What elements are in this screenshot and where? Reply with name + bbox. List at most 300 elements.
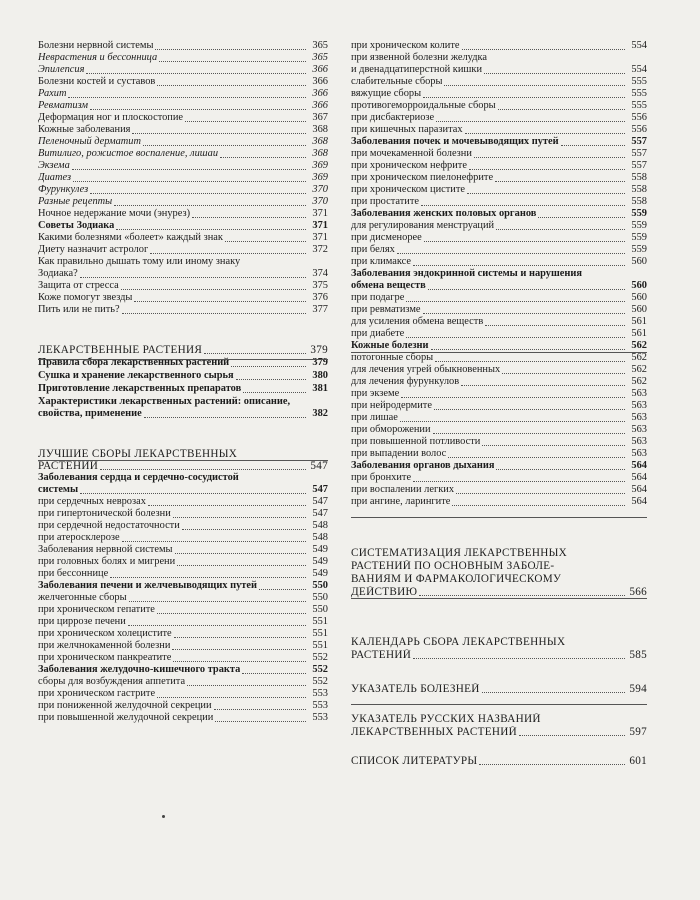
- toc-entry-title: Болезни нервной системы: [38, 40, 154, 51]
- toc-entry: [38, 148, 328, 160]
- dot-leader: [482, 683, 625, 693]
- dot-leader: [122, 304, 306, 314]
- dot-leader: [116, 220, 306, 230]
- dot-leader: [502, 364, 625, 374]
- toc-entry-title: при хроническом гастрите: [38, 688, 156, 699]
- toc-entry: [351, 683, 647, 695]
- toc-entry-title: Коже помогут звезды: [38, 292, 133, 303]
- toc-entry-page: 554: [631, 64, 647, 75]
- toc-entry: [351, 755, 647, 767]
- dot-leader: [121, 280, 306, 290]
- toc-entry-page: 551: [312, 628, 328, 639]
- dot-leader: [204, 344, 306, 354]
- toc-entry-page: 556: [631, 112, 647, 123]
- toc-entry: [38, 652, 328, 664]
- toc-entry-title: слабительные сборы: [351, 76, 443, 87]
- dot-leader: [110, 568, 306, 578]
- toc-entry: [351, 364, 647, 376]
- toc-entry: [351, 220, 647, 232]
- section-rule: [38, 359, 328, 360]
- dot-leader: [185, 112, 306, 122]
- toc-entry-title: при желчнокаменной болезни: [38, 640, 171, 651]
- dot-leader: [482, 436, 625, 446]
- toc-entry-page: 372: [312, 244, 328, 255]
- toc-entry-title: Кожные болезни: [351, 340, 429, 351]
- dot-leader: [421, 196, 625, 206]
- toc-entry-title: сборы для возбуждения аппетита: [38, 676, 186, 687]
- stray-mark: [162, 815, 165, 818]
- toc-entry: [38, 76, 328, 88]
- toc-entry: [38, 604, 328, 616]
- toc-entry-title: потогонные сборы: [351, 352, 434, 363]
- toc-entry-title: при бессоннице: [38, 568, 109, 579]
- toc-entry-title: Заболевания сердца и сердечно-сосудистой: [38, 472, 239, 483]
- toc-entry-page: 557: [631, 148, 647, 159]
- dot-leader: [413, 472, 625, 482]
- toc-entry: [38, 232, 328, 244]
- dot-leader: [456, 484, 625, 494]
- dot-leader: [397, 244, 625, 254]
- section-rule: [351, 598, 647, 599]
- toc-entry-title: системы: [38, 484, 79, 495]
- dot-leader: [114, 196, 306, 206]
- toc-entry-title: ЛЕКАРСТВЕННЫЕ РАСТЕНИЯ: [38, 344, 203, 356]
- toc-entry-page: 370: [312, 196, 328, 207]
- toc-entry: [351, 244, 647, 256]
- toc-entry-page: 368: [312, 148, 328, 159]
- toc-entry-title: Сушка и хранение лекарственного сырья: [38, 370, 234, 381]
- toc-entry: [38, 52, 328, 64]
- toc-entry-page: 550: [312, 604, 328, 615]
- toc-entry: [351, 316, 647, 328]
- section-rule: [351, 704, 647, 705]
- dot-leader: [220, 148, 306, 158]
- toc-entry: [38, 208, 328, 220]
- toc-entry: [38, 508, 328, 520]
- toc-entry: [38, 292, 328, 304]
- toc-entry: [351, 148, 647, 160]
- toc-entry: [38, 280, 328, 292]
- dot-leader: [128, 616, 306, 626]
- dot-leader: [461, 376, 625, 386]
- toc-entry-title: Пеленочный дерматит: [38, 136, 141, 147]
- dot-leader: [214, 700, 306, 710]
- dot-leader: [474, 148, 625, 158]
- toc-entry-page: 559: [631, 244, 647, 255]
- toc-entry: [38, 592, 328, 604]
- dot-leader: [134, 292, 306, 302]
- toc-entry-page: 564: [631, 484, 647, 495]
- toc-entry-page: 558: [631, 172, 647, 183]
- toc-entry-title: Ревматизм: [38, 100, 89, 111]
- toc-entry: [351, 304, 647, 316]
- dot-leader: [182, 520, 306, 530]
- dot-leader: [413, 256, 625, 266]
- dot-leader: [423, 304, 625, 314]
- dot-leader: [519, 726, 625, 736]
- toc-entry-title: Зодиака?: [38, 268, 78, 279]
- toc-entry-title: Витилиго, рожистое воспаление, лишаи: [38, 148, 219, 159]
- toc-entry: [351, 376, 647, 388]
- toc-entry: [351, 328, 647, 340]
- toc-entry: [351, 352, 647, 364]
- toc-entry: [351, 160, 647, 172]
- toc-entry-title: противогеморроидальные сборы: [351, 100, 496, 111]
- toc-entry-page: 560: [631, 280, 647, 291]
- toc-entry-page: 552: [312, 652, 328, 663]
- section-rule: [351, 517, 647, 518]
- toc-entry-title: при хроническом холецистите: [38, 628, 172, 639]
- toc-entry-title: Деформация ног и плоскостопие: [38, 112, 184, 123]
- toc-entry-page: 368: [312, 136, 328, 147]
- toc-entry: [351, 112, 647, 124]
- toc-entry: [351, 268, 647, 280]
- toc-entry-page: 555: [631, 100, 647, 111]
- dot-leader: [469, 160, 625, 170]
- toc-entry-title: ВАНИЯМ И ФАРМАКОЛОГИЧЕСКОМУ: [351, 573, 562, 585]
- toc-entry-page: 367: [312, 112, 328, 123]
- toc-entry-title: при головных болях и мигрени: [38, 556, 176, 567]
- dot-leader: [159, 52, 306, 62]
- toc-entry-page: 561: [631, 328, 647, 339]
- toc-entry: [38, 664, 328, 676]
- toc-entry-page: 564: [631, 472, 647, 483]
- toc-entry-title: Кожные заболевания: [38, 124, 131, 135]
- dot-leader: [484, 64, 625, 74]
- toc-entry: [38, 112, 328, 124]
- toc-entry-page: 558: [631, 196, 647, 207]
- toc-entry-title: РАСТЕНИЙ: [38, 460, 99, 472]
- toc-entry-page: 563: [631, 436, 647, 447]
- toc-entry-title: Заболевания почек и мочевыводящих путей: [351, 136, 559, 147]
- dot-leader: [86, 64, 306, 74]
- dot-leader: [225, 232, 306, 242]
- toc-entry: [38, 640, 328, 652]
- dot-leader: [150, 244, 306, 254]
- dot-leader: [100, 460, 306, 470]
- toc-entry-page: 556: [631, 124, 647, 135]
- dot-leader: [538, 208, 625, 218]
- toc-entry-page: 371: [312, 220, 328, 231]
- toc-entry-title: Как правильно дышать тому или иному знаку: [38, 256, 241, 267]
- toc-entry: [351, 713, 647, 725]
- dot-leader: [73, 172, 306, 182]
- toc-entry-page: 563: [631, 412, 647, 423]
- toc-entry-page: 369: [312, 160, 328, 171]
- dot-leader: [498, 100, 625, 110]
- toc-entry-title: Диету назначит астролог: [38, 244, 149, 255]
- toc-entry-page: 366: [312, 76, 328, 87]
- toc-entry: [351, 340, 647, 352]
- dot-leader: [428, 280, 625, 290]
- toc-entry: [38, 408, 328, 420]
- toc-entry-page: 552: [312, 664, 328, 675]
- toc-entry: [38, 544, 328, 556]
- toc-entry-page: 379: [310, 344, 328, 356]
- toc-entry: [38, 184, 328, 196]
- toc-entry-title: при хроническом колите: [351, 40, 460, 51]
- toc-entry-page: 555: [631, 76, 647, 87]
- toc-entry-page: 380: [312, 370, 328, 381]
- toc-entry-page: 548: [312, 532, 328, 543]
- dot-leader: [129, 592, 306, 602]
- toc-entry-title: при выпадении волос: [351, 448, 447, 459]
- toc-entry: [38, 383, 328, 395]
- toc-entry: [351, 100, 647, 112]
- toc-entry-page: 553: [312, 712, 328, 723]
- toc-entry: [351, 726, 647, 738]
- toc-entry-page: 547: [312, 496, 328, 507]
- toc-entry-title: вяжущие сборы: [351, 88, 422, 99]
- toc-entry: [38, 496, 328, 508]
- dot-leader: [236, 370, 306, 380]
- toc-entry-title: при мочекаменной болезни: [351, 148, 472, 159]
- dot-leader: [413, 649, 625, 659]
- dot-leader: [80, 484, 306, 494]
- toc-entry-title: ЛЕКАРСТВЕННЫХ РАСТЕНИЙ: [351, 726, 517, 738]
- toc-entry-title: Заболевания органов дыхания: [351, 460, 495, 471]
- toc-entry-page: 562: [631, 376, 647, 387]
- toc-entry-title: при ревматизме: [351, 304, 421, 315]
- toc-entry-title: СИСТЕМАТИЗАЦИЯ ЛЕКАРСТВЕННЫХ: [351, 547, 568, 559]
- toc-entry-title: Пить или не пить?: [38, 304, 120, 315]
- toc-entry-page: 559: [631, 220, 647, 231]
- dot-leader: [90, 184, 306, 194]
- dot-leader: [173, 508, 306, 518]
- toc-entry: [38, 220, 328, 232]
- toc-entry-title: Заболевания желудочно-кишечного тракта: [38, 664, 241, 675]
- toc-entry-page: 377: [312, 304, 328, 315]
- toc-entry-title: при диабете: [351, 328, 405, 339]
- dot-leader: [157, 688, 306, 698]
- dot-leader: [485, 316, 625, 326]
- toc-entry-title: при белях: [351, 244, 395, 255]
- toc-entry: [38, 484, 328, 496]
- toc-entry-title: Разные рецепты: [38, 196, 113, 207]
- toc-entry: [38, 304, 328, 316]
- toc-entry-title: СПИСОК ЛИТЕРАТУРЫ: [351, 755, 478, 767]
- dot-leader: [467, 184, 625, 194]
- toc-entry-title: РАСТЕНИЙ ПО ОСНОВНЫМ ЗАБОЛЕ-: [351, 560, 555, 572]
- toc-entry-title: обмена веществ: [351, 280, 426, 291]
- toc-entry-page: 559: [631, 232, 647, 243]
- dot-leader: [434, 400, 625, 410]
- toc-entry: [38, 88, 328, 100]
- toc-entry: [38, 172, 328, 184]
- toc-entry: [351, 292, 647, 304]
- toc-entry: [351, 136, 647, 148]
- toc-entry-title: при лишае: [351, 412, 398, 423]
- toc-entry-page: 557: [631, 136, 647, 147]
- toc-entry-page: 381: [312, 383, 328, 394]
- dot-leader: [173, 652, 306, 662]
- dot-leader: [177, 556, 306, 566]
- toc-entry-page: 550: [312, 592, 328, 603]
- dot-leader: [72, 160, 306, 170]
- toc-entry: [351, 400, 647, 412]
- toc-entry: [38, 160, 328, 172]
- toc-entry-page: 566: [629, 586, 647, 598]
- dot-leader: [80, 268, 306, 278]
- toc-entry-title: при сердечных неврозах: [38, 496, 146, 507]
- dot-leader: [444, 76, 625, 86]
- toc-entry: [38, 64, 328, 76]
- toc-entry: [351, 76, 647, 88]
- toc-entry-title: при подагре: [351, 292, 405, 303]
- toc-entry: [351, 52, 647, 64]
- toc-entry-page: 549: [312, 556, 328, 567]
- toc-entry-title: при пониженной желудочной секреции: [38, 700, 212, 711]
- toc-entry-title: УКАЗАТЕЛЬ РУССКИХ НАЗВАНИЙ: [351, 713, 541, 725]
- dot-leader: [192, 208, 306, 218]
- toc-entry: [351, 460, 647, 472]
- toc-entry-title: Заболевания эндокринной системы и нарушения: [351, 268, 582, 279]
- toc-entry-title: Характеристики лекарственных растений: описание,: [38, 396, 291, 407]
- toc-entry-title: Неврастения и бессонница: [38, 52, 158, 63]
- toc-entry-title: Фурункулез: [38, 184, 89, 195]
- dot-leader: [68, 88, 306, 98]
- dot-leader: [143, 136, 306, 146]
- toc-entry-page: 366: [312, 64, 328, 75]
- toc-entry-title: при хроническом панкреатите: [38, 652, 172, 663]
- toc-entry: [351, 124, 647, 136]
- toc-entry: [351, 184, 647, 196]
- toc-entry: [351, 484, 647, 496]
- toc-entry-title: ДЕЙСТВИЮ: [351, 586, 418, 598]
- toc-entry-page: 551: [312, 640, 328, 651]
- toc-entry: [38, 520, 328, 532]
- toc-entry-title: при повышенной желудочной секреции: [38, 712, 214, 723]
- toc-entry-page: 365: [312, 52, 328, 63]
- toc-entry: [38, 40, 328, 52]
- toc-entry: [351, 573, 647, 585]
- section-rule: [38, 460, 328, 461]
- dot-leader: [155, 40, 306, 50]
- toc-entry-page: 561: [631, 316, 647, 327]
- toc-entry-title: при хроническом гепатите: [38, 604, 155, 615]
- toc-entry-page: 559: [631, 208, 647, 219]
- toc-entry: [351, 472, 647, 484]
- toc-entry-title: для лечения угрей обыкновенных: [351, 364, 501, 375]
- dot-leader: [175, 544, 306, 554]
- toc-entry-page: 585: [629, 649, 647, 661]
- dot-leader: [174, 628, 306, 638]
- dot-leader: [479, 755, 625, 765]
- toc-entry: [351, 88, 647, 100]
- toc-entry: [351, 586, 647, 598]
- toc-entry-page: 563: [631, 448, 647, 459]
- dot-leader: [122, 532, 306, 542]
- toc-entry: [38, 568, 328, 580]
- toc-entry: [38, 100, 328, 112]
- dot-leader: [90, 100, 306, 110]
- toc-entry-title: при атеросклерозе: [38, 532, 120, 543]
- toc-entry-title: при климаксе: [351, 256, 411, 267]
- toc-entry: [38, 676, 328, 688]
- toc-entry-title: Заболевания нервной системы: [38, 544, 173, 555]
- toc-entry-page: 374: [312, 268, 328, 279]
- toc-entry-page: 597: [629, 726, 647, 738]
- toc-entry: [38, 616, 328, 628]
- toc-entry-title: при хроническом пиелонефрите: [351, 172, 494, 183]
- toc-entry-title: для регулирования менструаций: [351, 220, 495, 231]
- toc-entry-page: 368: [312, 124, 328, 135]
- toc-entry-title: при язвенной болезни желудка: [351, 52, 487, 63]
- dot-leader: [400, 412, 625, 422]
- toc-entry-title: Диатез: [38, 172, 72, 183]
- toc-entry-page: 553: [312, 700, 328, 711]
- dot-leader: [132, 124, 306, 134]
- toc-entry: [351, 64, 647, 76]
- toc-entry: [351, 256, 647, 268]
- toc-entry: [351, 560, 647, 572]
- dot-leader: [452, 496, 625, 506]
- dot-leader: [423, 88, 625, 98]
- toc-entry-page: 376: [312, 292, 328, 303]
- toc-entry-page: 562: [631, 364, 647, 375]
- toc-entry: [351, 424, 647, 436]
- toc-entry-title: Ночное недержание мочи (энурез): [38, 208, 191, 219]
- toc-entry-title: Экзема: [38, 160, 70, 171]
- toc-entry: [351, 496, 647, 508]
- toc-entry-page: 555: [631, 88, 647, 99]
- toc-entry-title: Какими болезнями «болеет» каждый знак: [38, 232, 223, 243]
- toc-entry-title: УКАЗАТЕЛЬ БОЛЕЗНЕЙ: [351, 683, 480, 695]
- toc-entry-title: при ангине, ларингите: [351, 496, 451, 507]
- toc-entry-title: при сердечной недостаточности: [38, 520, 180, 531]
- toc-entry-page: 371: [312, 208, 328, 219]
- toc-entry-title: для лечения фурункулов: [351, 376, 460, 387]
- toc-entry: [38, 628, 328, 640]
- toc-entry: [38, 700, 328, 712]
- dot-leader: [419, 586, 625, 596]
- toc-entry-title: при циррозе печени: [38, 616, 126, 627]
- dot-leader: [148, 496, 306, 506]
- toc-entry: [38, 460, 328, 472]
- dot-leader: [424, 232, 625, 242]
- toc-entry-page: 560: [631, 304, 647, 315]
- toc-entry-page: 371: [312, 232, 328, 243]
- toc-entry-title: Рахит: [38, 88, 67, 99]
- toc-entry-title: желчегонные сборы: [38, 592, 127, 603]
- toc-entry: [38, 268, 328, 280]
- toc-entry: [38, 136, 328, 148]
- toc-entry: [351, 172, 647, 184]
- toc-entry-title: Правила сбора лекарственных растений: [38, 357, 230, 368]
- toc-entry-page: 382: [312, 408, 328, 419]
- toc-entry: [38, 344, 328, 356]
- toc-entry-page: 562: [631, 340, 647, 351]
- dot-leader: [144, 408, 306, 418]
- dot-leader: [496, 220, 625, 230]
- toc-entry-title: Приготовление лекарственных препаратов: [38, 383, 242, 394]
- toc-entry-title: при гипертонической болезни: [38, 508, 171, 519]
- toc-entry-title: Защита от стресса: [38, 280, 119, 291]
- toc-entry-page: 369: [312, 172, 328, 183]
- toc-entry-page: 547: [312, 508, 328, 519]
- toc-entry-title: при дисбактериозе: [351, 112, 435, 123]
- toc-entry-title: при кишечных паразитах: [351, 124, 463, 135]
- dot-leader: [561, 136, 625, 146]
- dot-leader: [436, 112, 625, 122]
- toc-entry-page: 547: [310, 460, 328, 472]
- toc-entry-page: 375: [312, 280, 328, 291]
- toc-entry: [351, 232, 647, 244]
- toc-entry-title: Заболевания женских половых органов: [351, 208, 537, 219]
- toc-entry: [38, 712, 328, 724]
- dot-leader: [243, 383, 306, 393]
- toc-entry: [351, 412, 647, 424]
